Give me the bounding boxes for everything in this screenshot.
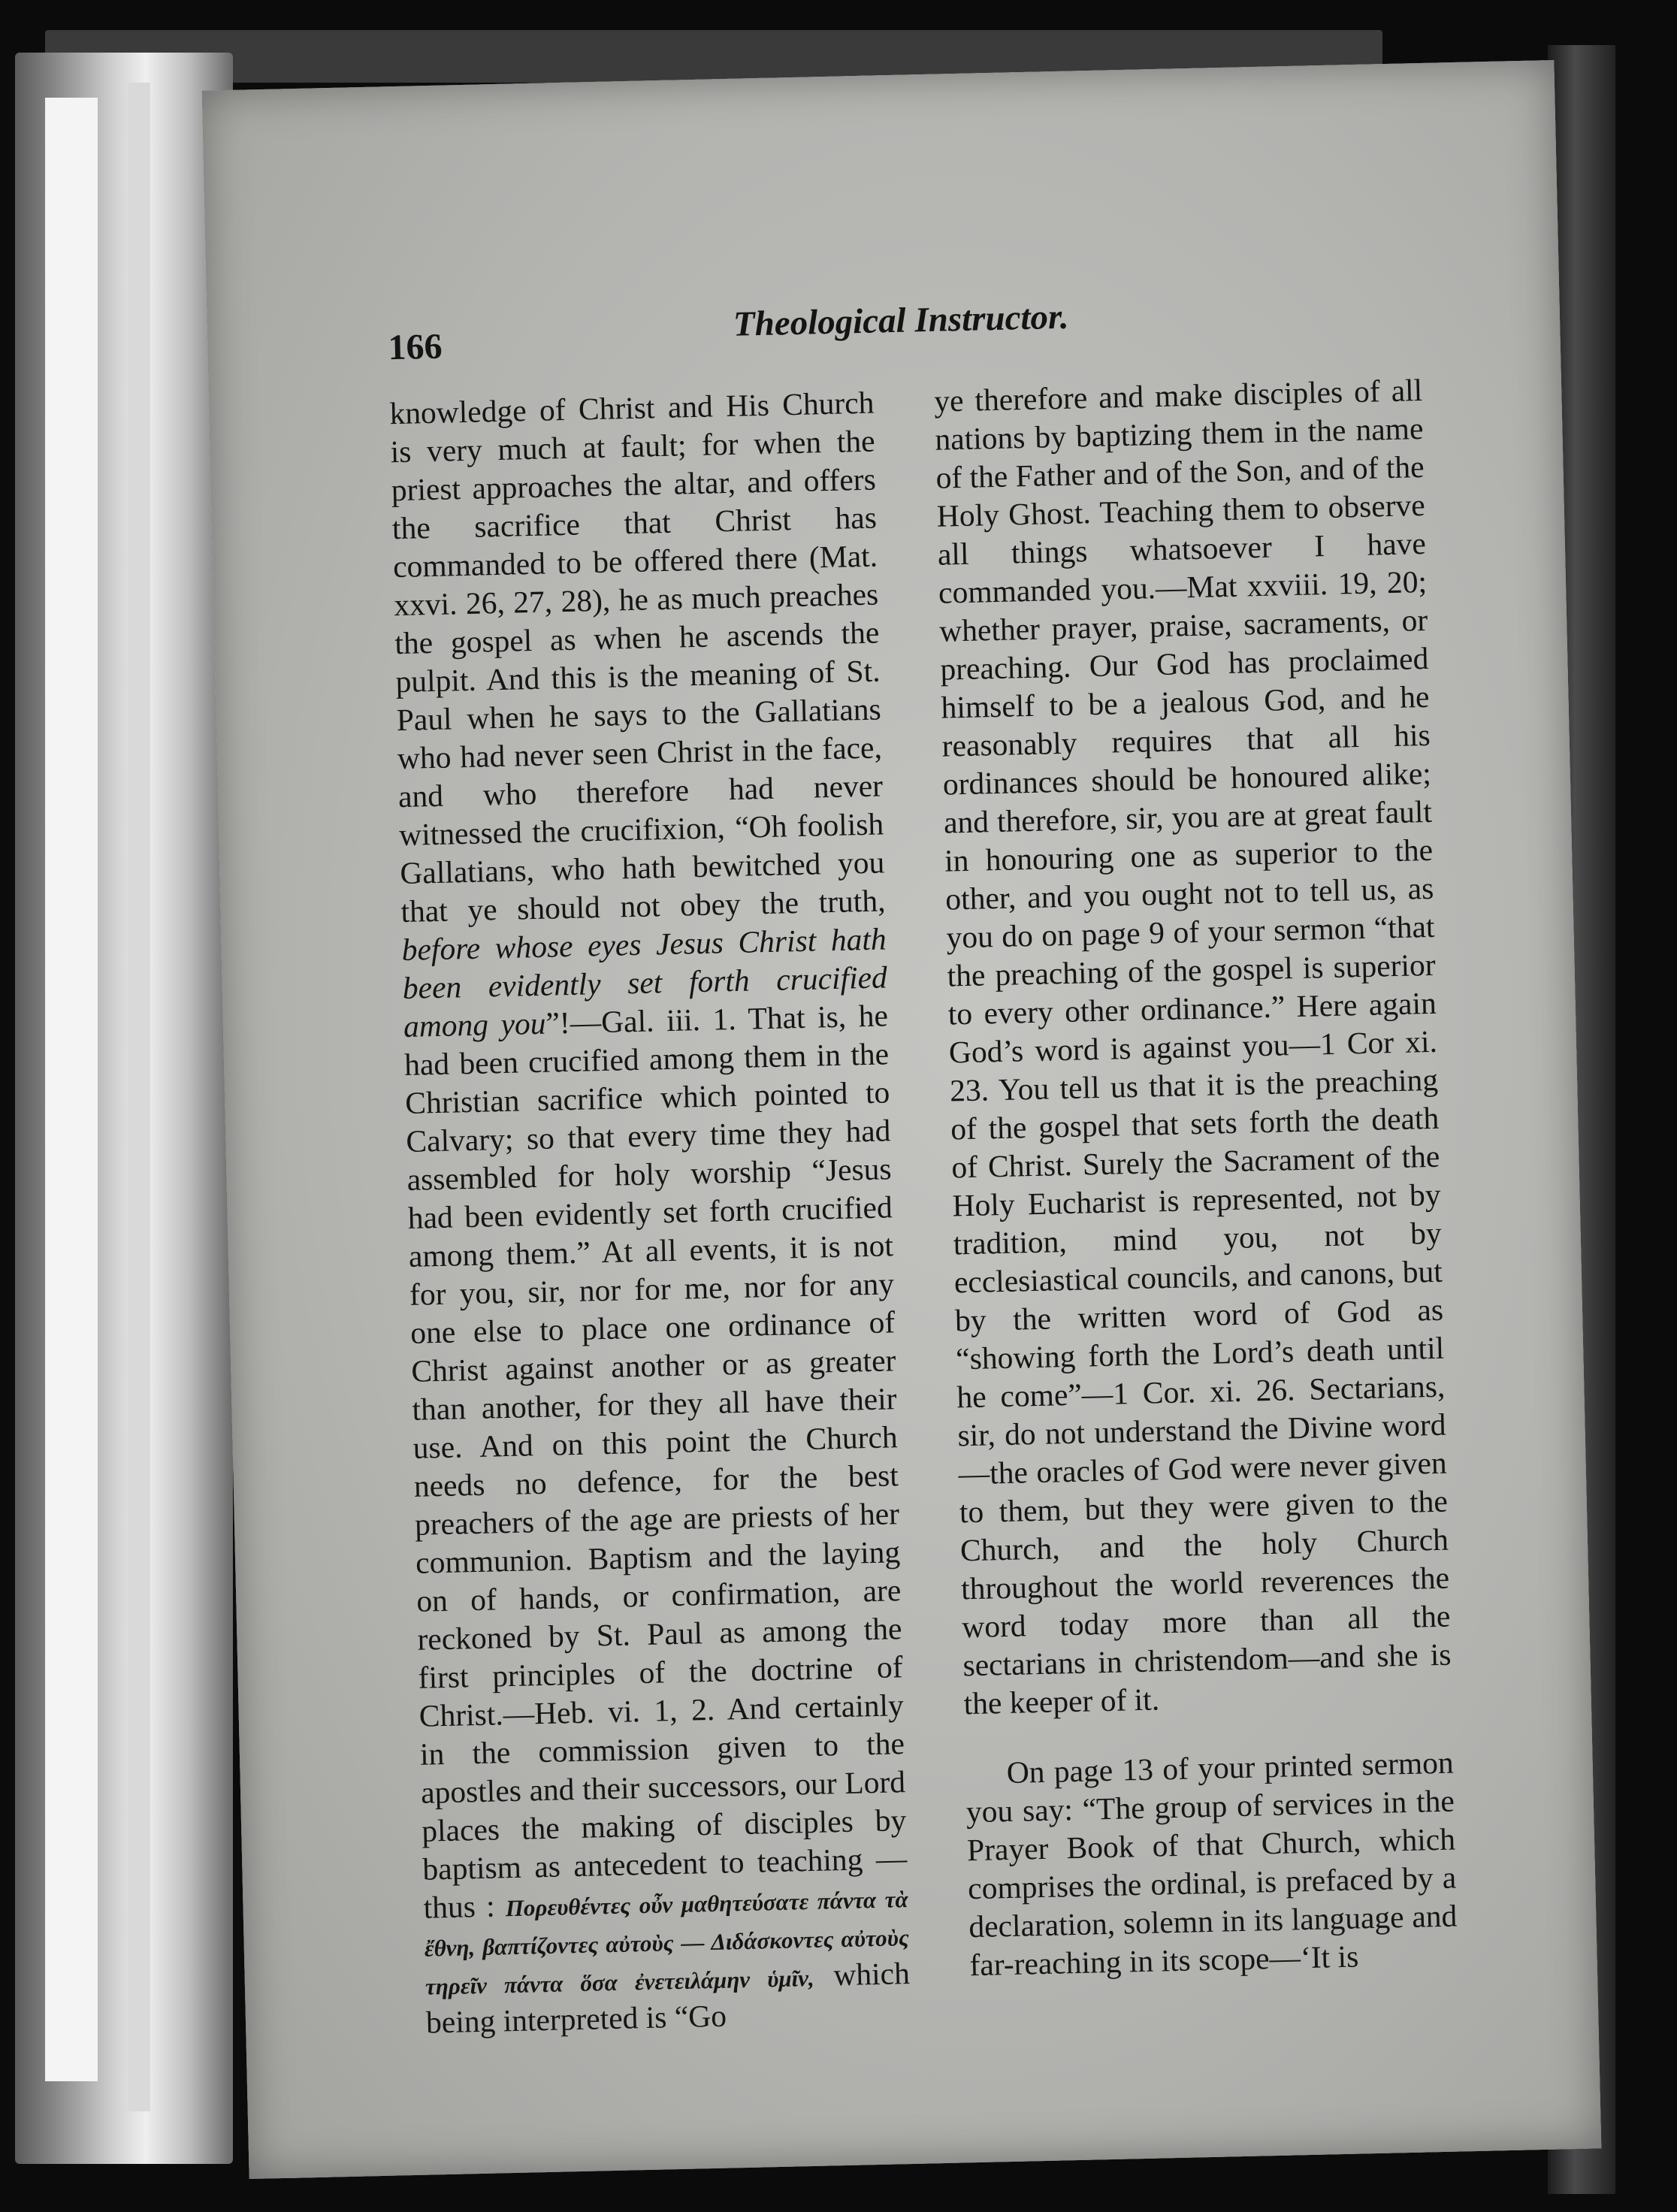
book-page-edges: [15, 53, 233, 2164]
italic-quote: before whose eyes Jesus Christ hath been evidently set forth crucified among you: [401, 921, 888, 1044]
right-column-paragraph-2: On page 13 of your printed sermon you say: “The group of services in the Prayer Book of that Church, which comprises the ordinal, is prefaced by a declaration, solemn in its language and far-reaching in its scope—‘It is: [965, 1745, 1458, 1983]
left-column: [389, 384, 911, 2042]
book-page: [202, 60, 1602, 2179]
page-number: 166: [387, 326, 443, 368]
left-column-text: [389, 384, 911, 2042]
right-column: [934, 371, 1458, 1984]
body-text: knowledge of Christ and His Church is very much at fault; for when the priest approaches the altar, and offers the sacrifice that Christ has commanded to be offered there (Mat. xxvi. 26, 27, 28), he as much preaches the gospel as when he ascends the pulpit. And this is the meaning of St. Paul when he says to the Gallatians who had never seen Christ in the face, and who therefore had never witnessed the crucifixion, “Oh foolish Gallatians, who hath bewitched you that ye should not obey the truth,: [388, 385, 886, 929]
page-leaf: [128, 83, 150, 2111]
body-text: which being interpreted is “Go: [425, 1956, 911, 2040]
greek-quote: Πορευθέντες οὖν μαθητεύσατε πάντα τὰ ἔθνη, βαπτίζοντες αὐτοὺς — Διδάσκοντες αὐτοὺς τηρεῖν πάντα ὅσα ἐνετειλάμην ὑμῖν,: [424, 1886, 910, 2000]
right-column-paragraph-1: ye therefore and make disciples of all nations by baptizing them in the name of the Father and of the Son, and of the Holy Ghost. Teaching them to observe all things whatsoever I have commanded you.—Mat xxviii. 19, 20; whether prayer, praise, sacraments, or preaching. Our God has proclaimed himself to be a jealous God, and he reasonably requires that all his ordinances should be honoured alike; and therefore, sir, you are at great fault in honouring one as superior to the other, and you ought not to tell us, as you do on page 9 of your sermon “that the preaching of the gospel is superior to every other ordinance.” Here again God’s word is against you—1 Cor xi. 23. You tell us that it is the preaching of the gospel that sets forth the death of Christ. Surely the Sacrament of the Holy Eucharist is represented, not by tradition, mind you, not by ecclesiastical councils, and canons, but by the written word of God as “showing forth the Lord’s death until he come”—1 Cor. xi. 26. Sectarians, sir, do not understand the Divine word—the oracles of God were never given to them, but they were given to the Church, and the holy Church throughout the world reverences the word today more than all the sectarians in christendom—and she is the keeper of it.: [933, 373, 1452, 1721]
page-header: [387, 290, 1342, 372]
body-text: ”!—Gal. iii. 1. That is, he had been crucified among them in the Christian sacrifice which pointed to Calvary; so that every time they had assembled for holy worship “Jesus had been evidently set forth crucified among them.” At all events, it is not for you, sir, nor for me, nor for any one else to place one ordinance of Christ against another or as greater than another, for they all have their use. And on this point the Church needs no defence, for the best preachers of the age are priests of her communion. Baptism and the laying on of hands, or confirmation, are reckoned by St. Paul as among the first principles of the doctrine of Christ.—Heb. vi. 1, 2. And certainly in the commission given to the apostles and their successors, our Lord places the making of disciples by baptism as antecedent to teaching — thus :: [403, 998, 908, 1925]
running-title: Theological Instructor.: [733, 297, 1069, 344]
page-leaf: [45, 98, 98, 2081]
